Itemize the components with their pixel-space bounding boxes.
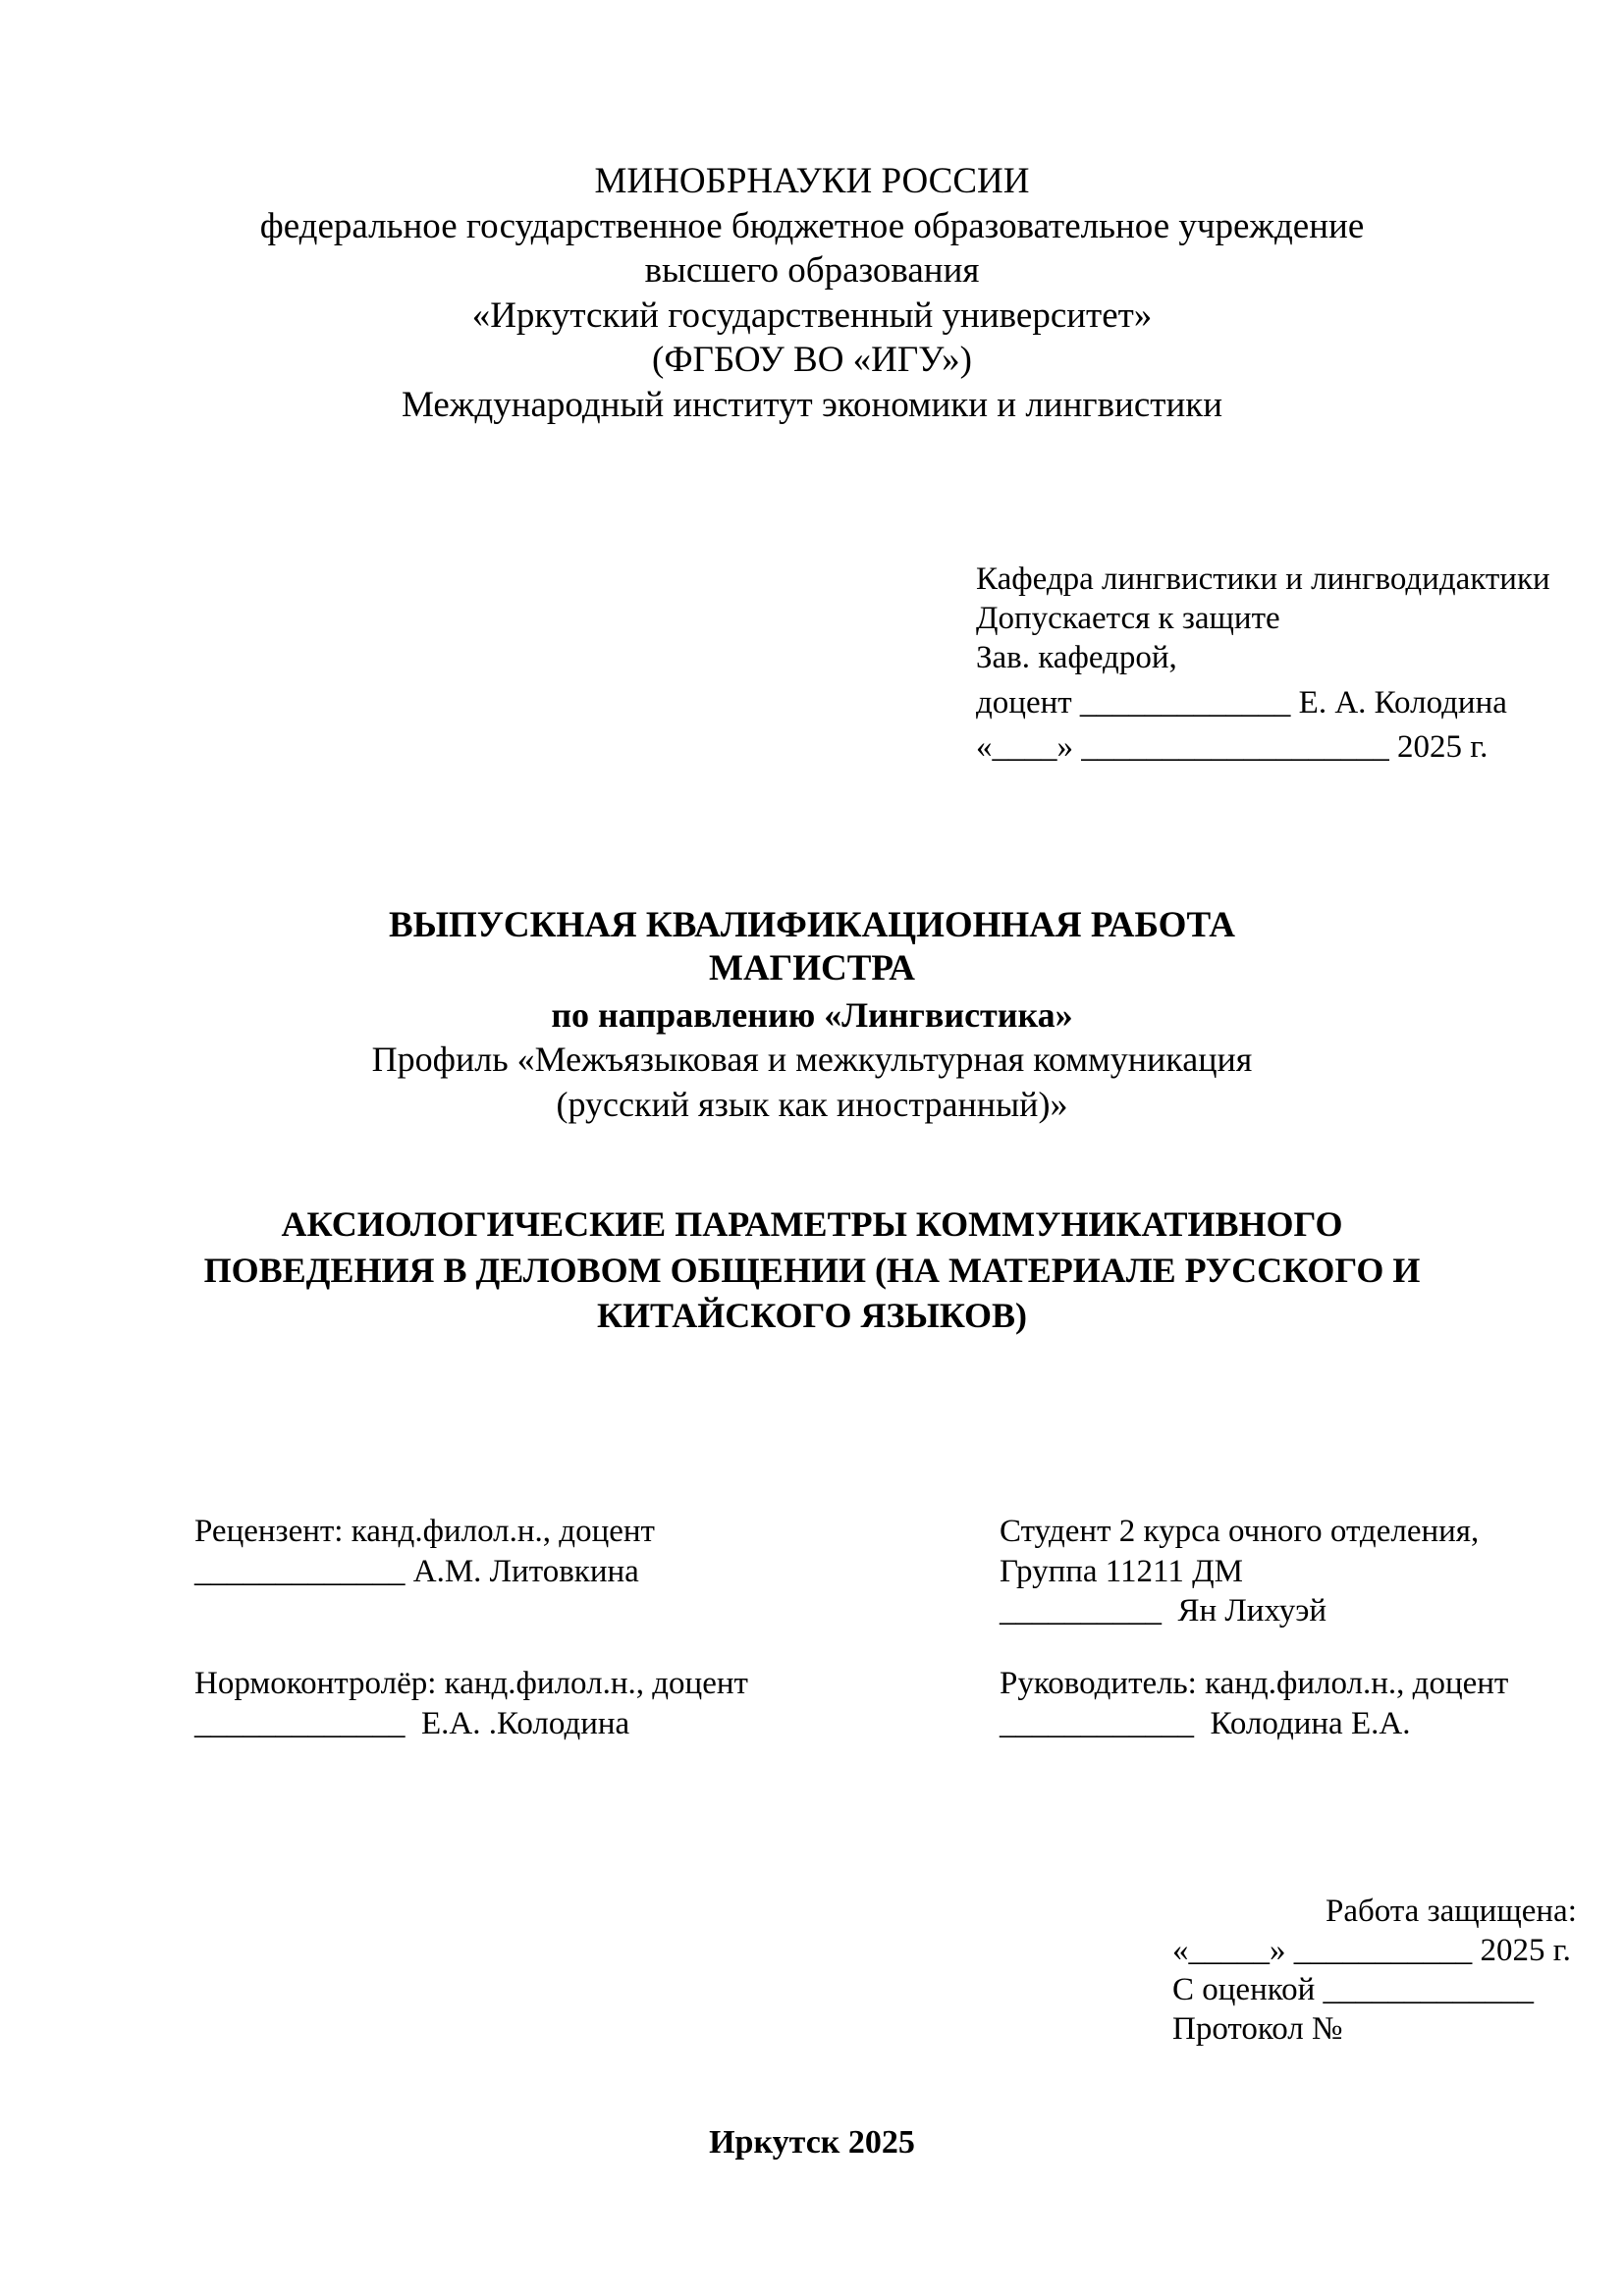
topic-line1: АКСИОЛОГИЧЕСКИЕ ПАРАМЕТРЫ КОММУНИКАТИВНОГО [281, 1204, 1343, 1244]
defense-grade-line: С оценкой _____________ [1172, 1972, 1534, 2007]
defense-protocol-line: Протокол № [1172, 2011, 1343, 2047]
institute-name: Международный институт экономики и лингвистики [401, 385, 1223, 425]
city-year: Иркутск 2025 [709, 2124, 915, 2161]
student-title: Студент 2 курса очного отделения, [1000, 1514, 1480, 1549]
normcontrol-signature: _____________ Е.А. .Колодина [194, 1706, 630, 1741]
normcontrol-title: Нормоконтролёр: канд.филол.н., доцент [194, 1666, 748, 1701]
university-abbreviation: (ФГБОУ ВО «ИГУ») [652, 340, 972, 380]
department-name: Кафедра лингвистики и лингводидактики [976, 561, 1550, 597]
work-type-title: ВЫПУСКНАЯ КВАЛИФИКАЦИОННАЯ РАБОТА [388, 905, 1236, 945]
education-level: высшего образования [644, 250, 980, 291]
work-profile-line2: (русский язык как иностранный)» [556, 1085, 1068, 1124]
head-title: Зав. кафедрой, [976, 640, 1177, 675]
student-group: Группа 11211 ДМ [1000, 1554, 1243, 1589]
supervisor-signature: ____________ Колодина Е.А. [1000, 1706, 1411, 1741]
reviewer-signature: _____________ А.М. Литовкина [194, 1554, 639, 1589]
topic-line2: ПОВЕДЕНИЯ В ДЕЛОВОМ ОБЩЕНИИ (НА МАТЕРИАЛЕ РУССКОГО И [203, 1251, 1421, 1290]
reviewer-title: Рецензент: канд.филол.н., доцент [194, 1514, 655, 1549]
head-signature-line: доцент _____________ Е. А. Колодина [976, 685, 1507, 721]
student-signature: __________ Ян Лихуэй [1000, 1593, 1327, 1629]
work-degree: МАГИСТРА [709, 948, 915, 988]
defense-date-line: «_____» ___________ 2025 г. [1172, 1933, 1571, 1968]
admission-date-line: «____» ___________________ 2025 г. [976, 729, 1489, 765]
university-name: «Иркутский государственный университет» [471, 295, 1153, 336]
work-direction: по направлению «Лингвистика» [551, 995, 1073, 1035]
defense-status: Работа защищена: [1326, 1894, 1577, 1929]
institution-type: федеральное государственное бюджетное образовательное учреждение [259, 206, 1365, 246]
admission-status: Допускается к защите [976, 601, 1280, 636]
work-profile-line1: Профиль «Межъязыковая и межкультурная коммуникация [371, 1040, 1253, 1079]
topic-line3: КИТАЙСКОГО ЯЗЫКОВ) [596, 1296, 1028, 1335]
supervisor-title: Руководитель: канд.филол.н., доцент [1000, 1666, 1509, 1701]
ministry-name: МИНОБРНАУКИ РОССИИ [594, 161, 1030, 201]
